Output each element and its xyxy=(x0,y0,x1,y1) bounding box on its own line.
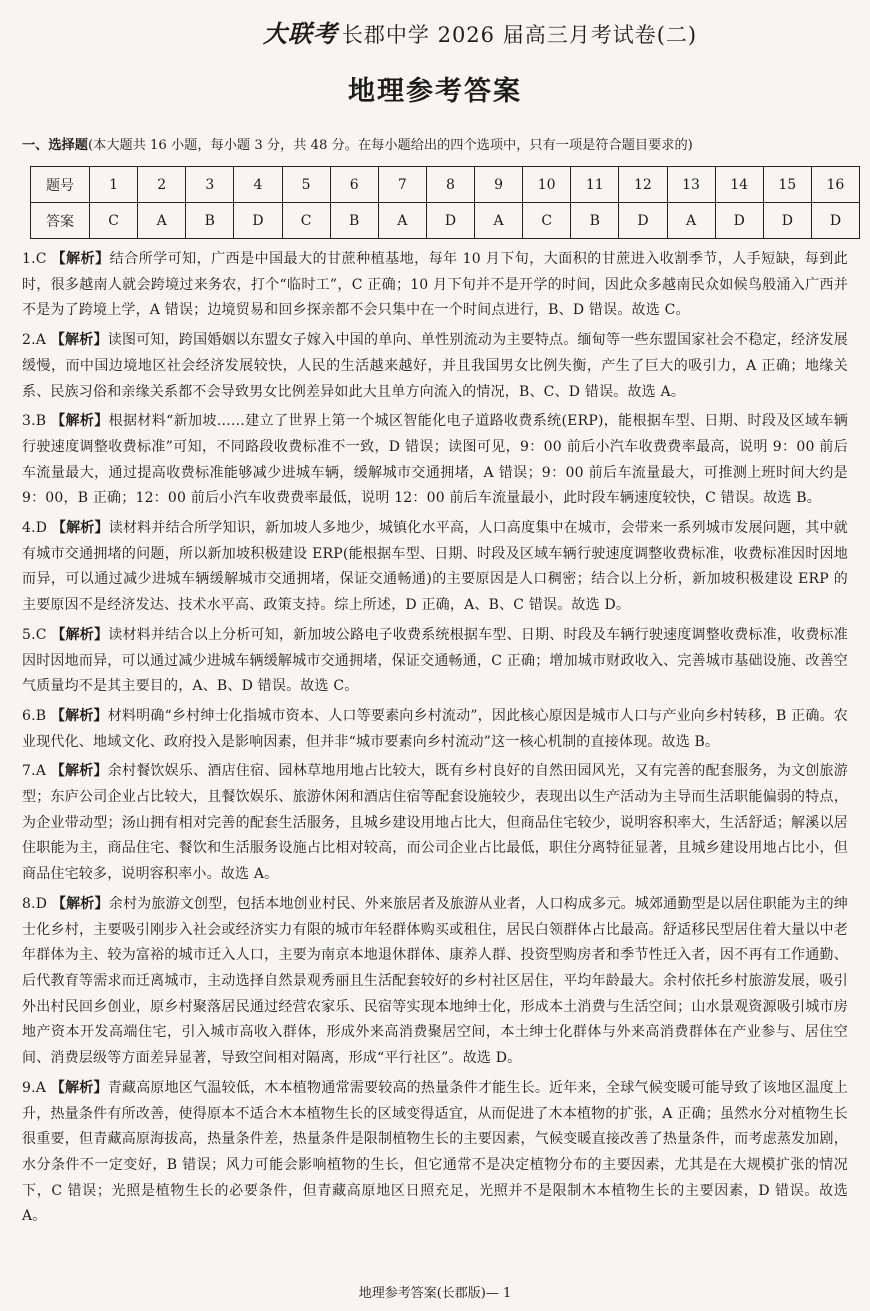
item-text: 读材料并结合所学知识，新加坡人多地少，城镇化水平高，人口高度集中在城市，会带来一系列城市发展问题，其中就有城市交通拥堵的问题，所以新加坡积极建设 ERP(能根据车型、日期、时段及区域车辆行驶速度调整收费标准，收费标准因时因地而异，可以通过减少进城车辆缓解城市交通拥堵，保证交通畅通)的主要原因是人口稠密；结合以上分析，新加坡积极建设 ERP 的主要原因不是经济发达、技术水平高、政策支持。综上所述，D 正确，A、B、C 错误。故选 D。 xyxy=(22,520,848,614)
section-heading xyxy=(22,136,848,156)
item-number: 8.D xyxy=(22,895,48,912)
explanation-item xyxy=(22,892,848,1072)
explanation-item xyxy=(22,759,848,888)
question-number-cell: 11 xyxy=(571,167,619,203)
item-text: 读图可知，跨国婚姻以东盟女子嫁入中国的单向、单性别流动为主要特点。缅甸等一些东盟国家社会不稳定，经济发展缓慢，而中国边境地区社会经济发展较快，人民的生活越来越好，并且我国男女比例失衡，产生了巨大的吸引力，A 正确；地缘关系、民族习俗和亲缘关系都不会导致男女比例差异如此大且单方向流入的情况，B、C、D 错误。故选 A。 xyxy=(22,332,848,400)
answer-cell: D xyxy=(234,203,282,239)
item-text: 结合所学可知，广西是中国最大的甘蔗种植基地，每年 10 月下旬，大面积的甘蔗进入收割季节，人手短缺，每到此时，很多越南人就会跨境过来务农，打个“临时工”，C 正确；10 月下旬并不是开学的时间，因此众多越南民众如候鸟般涌入广西并不是为了跨境上学，A 错误；边境贸易和回乡探亲都不会只集中在一个时间点进行，B、D 错误。故选 C。 xyxy=(22,251,848,319)
analysis-tag: 【解析】 xyxy=(51,520,109,537)
explanation-list xyxy=(22,247,848,1230)
answer-cell: B xyxy=(186,203,234,239)
answer-cell: D xyxy=(715,203,763,239)
question-number-cell: 2 xyxy=(138,167,186,203)
question-number-cell: 15 xyxy=(763,167,811,203)
item-text: 材料明确“乡村绅士化指城市资本、人口等要素向乡村流动”，因此核心原因是城市人口与产业向乡村转移，B 正确。农业现代化、地域文化、政府投入是影响因素，但并非“城市要素向乡村流动”这一核心机制的直接体现。故选 B。 xyxy=(22,707,848,750)
analysis-tag: 【解析】 xyxy=(50,707,108,724)
answer-cell: D xyxy=(763,203,811,239)
analysis-tag: 【解析】 xyxy=(51,251,110,267)
item-text: 余村为旅游文创型，包括本地创业村民、外来旅居者及旅游从业者，人口构成多元。城郊通勤型是以居住职能为主的绅士化乡村，主要吸引刚步入社会或经济实力有限的城市年轻群体购买或租住，居民白领群体占比最高。舒适移民型居住着大量以中老年群体为主、较为富裕的城市迁入人口，主要为南京本地退休群体、康养人群、投资型购房者和季节性迁入者，因不再有工作通勤、后代教育等需求而迁离城市，主动选择自然景观秀丽且生活配套较好的乡村社区居住，平均年龄最大。余村依托乡村旅游发展，吸引外出村民回乡创业，原乡村聚落居民通过经营农家乐、民宿等实现本地绅士化，形成本土消费与生活空间；山水景观资源吸引城市房地产资本开发高端住宅，引入城市高收入群体，形成外来高消费聚居空间，本土绅士化群体与外来高消费群体在产业参与、居住空间、消费层级等方面差异显著，导致空间相对隔离，形成“平行社区”。故选 D。 xyxy=(22,895,848,1067)
answer-cell: B xyxy=(571,203,619,239)
item-number: 7.A xyxy=(22,763,47,780)
explanation-item xyxy=(22,516,848,619)
question-number-cell: 13 xyxy=(667,167,715,203)
answer-cell: C xyxy=(282,203,330,239)
page-title: 地理参考答案 xyxy=(348,76,522,107)
question-number-cell: 6 xyxy=(330,167,378,203)
explanation-item xyxy=(22,409,848,512)
item-number: 2.A xyxy=(22,332,47,349)
analysis-tag: 【解析】 xyxy=(50,763,108,780)
question-number-cell: 10 xyxy=(523,167,571,203)
analysis-tag: 【解析】 xyxy=(51,413,109,430)
item-number: 9.A xyxy=(22,1079,47,1096)
item-text: 青藏高原地区气温较低，木本植物通常需要较高的热量条件才能生长。近年来，全球气候变暖可能导致了该地区温度上升，热量条件有所改善，使得原本不适合木本植物生长的区域变得适宜，从而促进了木本植物的扩张，A 正确；虽然水分对植物生长很重要，但青藏高原海拔高，热量条件差，热量条件是限制植物生长的主要因素，气候变暖直接改善了热量条件，而考虑蒸发加剧，水分条件不一定变好，B 错误；风力可能会影响植物的生长，但它通常不是决定植物分布的主要因素，尤其是在大规模扩张的情况下，C 错误；光照是植物生长的必要条件，但青藏高原地区日照充足，光照并不是限制木本植物生长的主要因素，D 错误。故选 A。 xyxy=(22,1079,848,1225)
analysis-tag: 【解析】 xyxy=(51,626,109,643)
answer-cell: A xyxy=(138,203,186,239)
answer-cell: C xyxy=(523,203,571,239)
exam-header xyxy=(112,18,848,50)
question-number-cell: 7 xyxy=(378,167,426,203)
section-description: (本大题共 16 小题，每小题 3 分，共 48 分。在每小题给出的四个选项中，只有一项是符合题目要求的) xyxy=(87,138,693,153)
item-text: 读材料并结合以上分析可知，新加坡公路电子收费系统根据车型、日期、时段及车辆行驶速度调整收费标准，收费标准因时因地而异，可以通过减少进城车辆缓解城市交通拥堵，保证交通畅通，C 正确；增加城市财政收入、完善城市基础设施、改善空气质量均不是其主要目的，A、B、D 错误。故选 C。 xyxy=(22,626,848,695)
analysis-tag: 【解析】 xyxy=(50,332,108,349)
question-number-cell: 16 xyxy=(811,167,859,203)
item-text: 余村餐饮娱乐、酒店住宿、园林草地用地占比较大，既有乡村良好的自然田园风光，又有完善的配套服务，为文创旅游型；东庐公司企业占比较大，且餐饮娱乐、旅游休闲和酒店住宿等配套设施较少，表现出以生产活动为主导而生活职能偏弱的特点，为企业带动型；汤山拥有相对完善的配套生活服务，且城乡建设用地占比大，但商品住宅较少，说明容积率大，生活舒适；解溪以居住职能为主，商品住宅、餐饮和生活服务设施占比相对较高，而公司企业占比最低，职住分离特征显著，且城乡建设用地占比小，但商品住宅较多，说明容积率小。故选 A。 xyxy=(22,763,848,883)
answer-cell: A xyxy=(667,203,715,239)
question-number-cell: 9 xyxy=(475,167,523,203)
question-number-cell: 4 xyxy=(234,167,282,203)
question-number-cell: 3 xyxy=(186,167,234,203)
item-number: 4.D xyxy=(22,520,48,537)
answer-cell: D xyxy=(619,203,667,239)
answer-cell: A xyxy=(378,203,426,239)
section-title: 一、选择题 xyxy=(22,138,88,153)
page-footer: 地理参考答案(长郡版)— 1 xyxy=(358,1286,512,1301)
answer-cell: C xyxy=(90,203,138,239)
answer-cell: A xyxy=(475,203,523,239)
explanation-item xyxy=(22,1076,848,1230)
row-label-number: 题号 xyxy=(31,167,90,203)
item-number: 1.C xyxy=(22,251,47,267)
answer-row xyxy=(31,203,860,239)
explanation-item xyxy=(22,328,848,405)
question-number-cell: 14 xyxy=(715,167,763,203)
question-number-cell: 5 xyxy=(282,167,330,203)
question-number-cell: 12 xyxy=(619,167,667,203)
row-label-answer: 答案 xyxy=(31,203,90,239)
question-number-cell: 1 xyxy=(90,167,138,203)
analysis-tag: 【解析】 xyxy=(51,895,109,912)
explanation-item xyxy=(22,704,848,755)
brand-logo-text: 大联考 xyxy=(262,19,338,48)
answer-cell: B xyxy=(330,203,378,239)
question-number-row xyxy=(31,167,860,203)
answer-cell: D xyxy=(811,203,859,239)
explanation-item xyxy=(22,623,848,700)
explanation-item xyxy=(22,247,848,324)
item-number: 6.B xyxy=(22,707,47,724)
question-number-cell: 8 xyxy=(426,167,474,203)
analysis-tag: 【解析】 xyxy=(50,1079,108,1096)
item-number: 3.B xyxy=(22,413,47,430)
answer-table xyxy=(30,166,860,239)
item-text: 根据材料“新加坡……建立了世界上第一个城区智能化电子道路收费系统(ERP)，能根据车型、日期、时段及区域车辆行驶速度调整收费标准”可知，不同路段收费标准不一致，D 错误；读图可见，9：00 前后小汽车收费费率最高，说明 9：00 前后车流量最大，通过提高收费标准能够减少进城车辆，缓解城市交通拥堵，A 错误；9：00 前后车流量最大，可推测上班时间大约是 9：00，B 正确；12：00 前后小汽车收费费率最低，说明 12：00 前后车流量最小，此时段车辆速度较快，C 错误。故选 B。 xyxy=(22,413,848,507)
exam-title: 长郡中学 2026 届高三月考试卷(二) xyxy=(341,23,698,47)
item-number: 5.C xyxy=(22,626,47,643)
answer-cell: D xyxy=(426,203,474,239)
